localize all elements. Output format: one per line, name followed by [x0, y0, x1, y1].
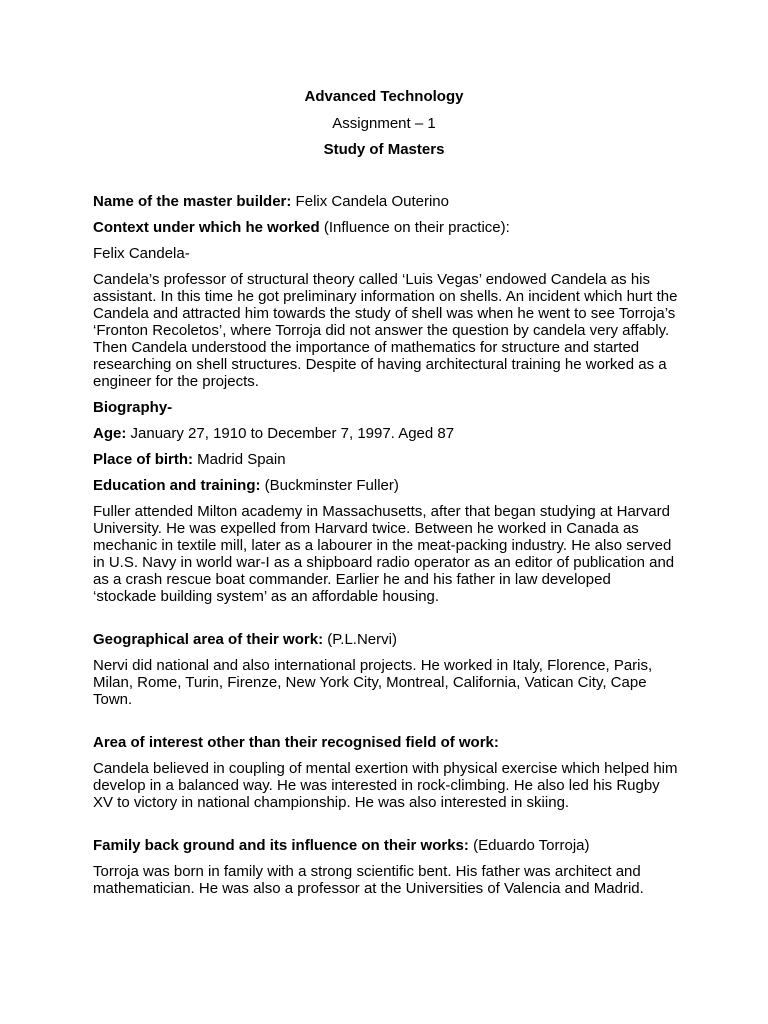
context-person: Felix Candela-: [93, 245, 190, 262]
geo-paragraph: Nervi did national and also international projects. He worked in Italy, Florence, Paris, Milan, Rome, Turin, Firenze, New York City, Montreal, California, Vatican City, Cape Town.: [93, 657, 653, 708]
interest-paragraph: Candela believed in coupling of mental exertion with physical exercise which helped him develop in a balanced way. He was interested in rock-climbing. He also led his Rugby XV to victory in national championship. He was also interested in skiing.: [93, 760, 678, 811]
family-paragraph: Torroja was born in family with a strong scientific bent. His father was architect and mathematician. He was also a professor at the Universities of Valencia and Madrid.: [93, 863, 644, 897]
master-builder-line: [93, 193, 678, 210]
document-title: Advanced Technology: [304, 88, 464, 105]
assignment-number: Assignment – 1: [332, 115, 436, 132]
age-label: Age:: [93, 425, 127, 442]
family-label: Family back ground and its influence on their works:: [93, 837, 469, 854]
education-heading: [93, 477, 678, 494]
age-value: January 27, 1910 to December 7, 1997. Aged 87: [126, 425, 455, 442]
context-note: (Influence on their practice):: [319, 219, 510, 236]
geo-label: Geographical area of their work:: [93, 631, 324, 648]
section-spacer: [93, 820, 678, 837]
document-subtitle: Study of Masters: [323, 141, 445, 158]
context-paragraph: Candela’s professor of structural theory called ‘Luis Vegas’ endowed Candela as his assistant. In this time he got preliminary information on shells. An incident which hurt the Candela and attracted him towards the study of shell was when he went to see Torroja’s ‘Fronton Recoletos’, where Torroja did not answer the question by candela very affably. Then Candela understood the importance of mathematics for structure and started researching on shell structures. Despite of having architectural training he worked as a engineer for the projects.: [93, 271, 678, 390]
education-note: (Buckminster Fuller): [260, 477, 399, 494]
birth-label: Place of birth:: [93, 451, 194, 468]
age-line: [93, 425, 678, 442]
context-label: Context under which he worked: [93, 219, 320, 236]
birth-value: Madrid Spain: [193, 451, 286, 468]
geo-heading: [93, 631, 678, 648]
interest-heading: Area of interest other than their recognised field of work:: [93, 734, 499, 751]
section-spacer: [93, 614, 678, 631]
master-builder-label: Name of the master builder:: [93, 193, 292, 210]
section-spacer: [93, 717, 678, 734]
geo-note: (P.L.Nervi): [323, 631, 397, 648]
document-body: [93, 193, 678, 906]
education-paragraph: Fuller attended Milton academy in Massachusetts, after that began studying at Harvard University. He was expelled from Harvard twice. Between he worked in Canada as mechanic in textile mill, later as a labourer in the meat-packing industry. He also served in U.S. Navy in world war-I as a shipboard radio operator as an editor of publication and as a crash rescue boat commander. Earlier he and his father in law developed ‘stockade building system’ as an affordable housing.: [93, 503, 675, 605]
biography-heading: Biography-: [93, 399, 173, 416]
education-label: Education and training:: [93, 477, 261, 494]
family-heading: [93, 837, 678, 854]
birth-line: [93, 451, 678, 468]
context-heading: [93, 219, 678, 236]
master-builder-value: Felix Candela Outerino: [291, 193, 449, 210]
family-note: (Eduardo Torroja): [468, 837, 590, 854]
